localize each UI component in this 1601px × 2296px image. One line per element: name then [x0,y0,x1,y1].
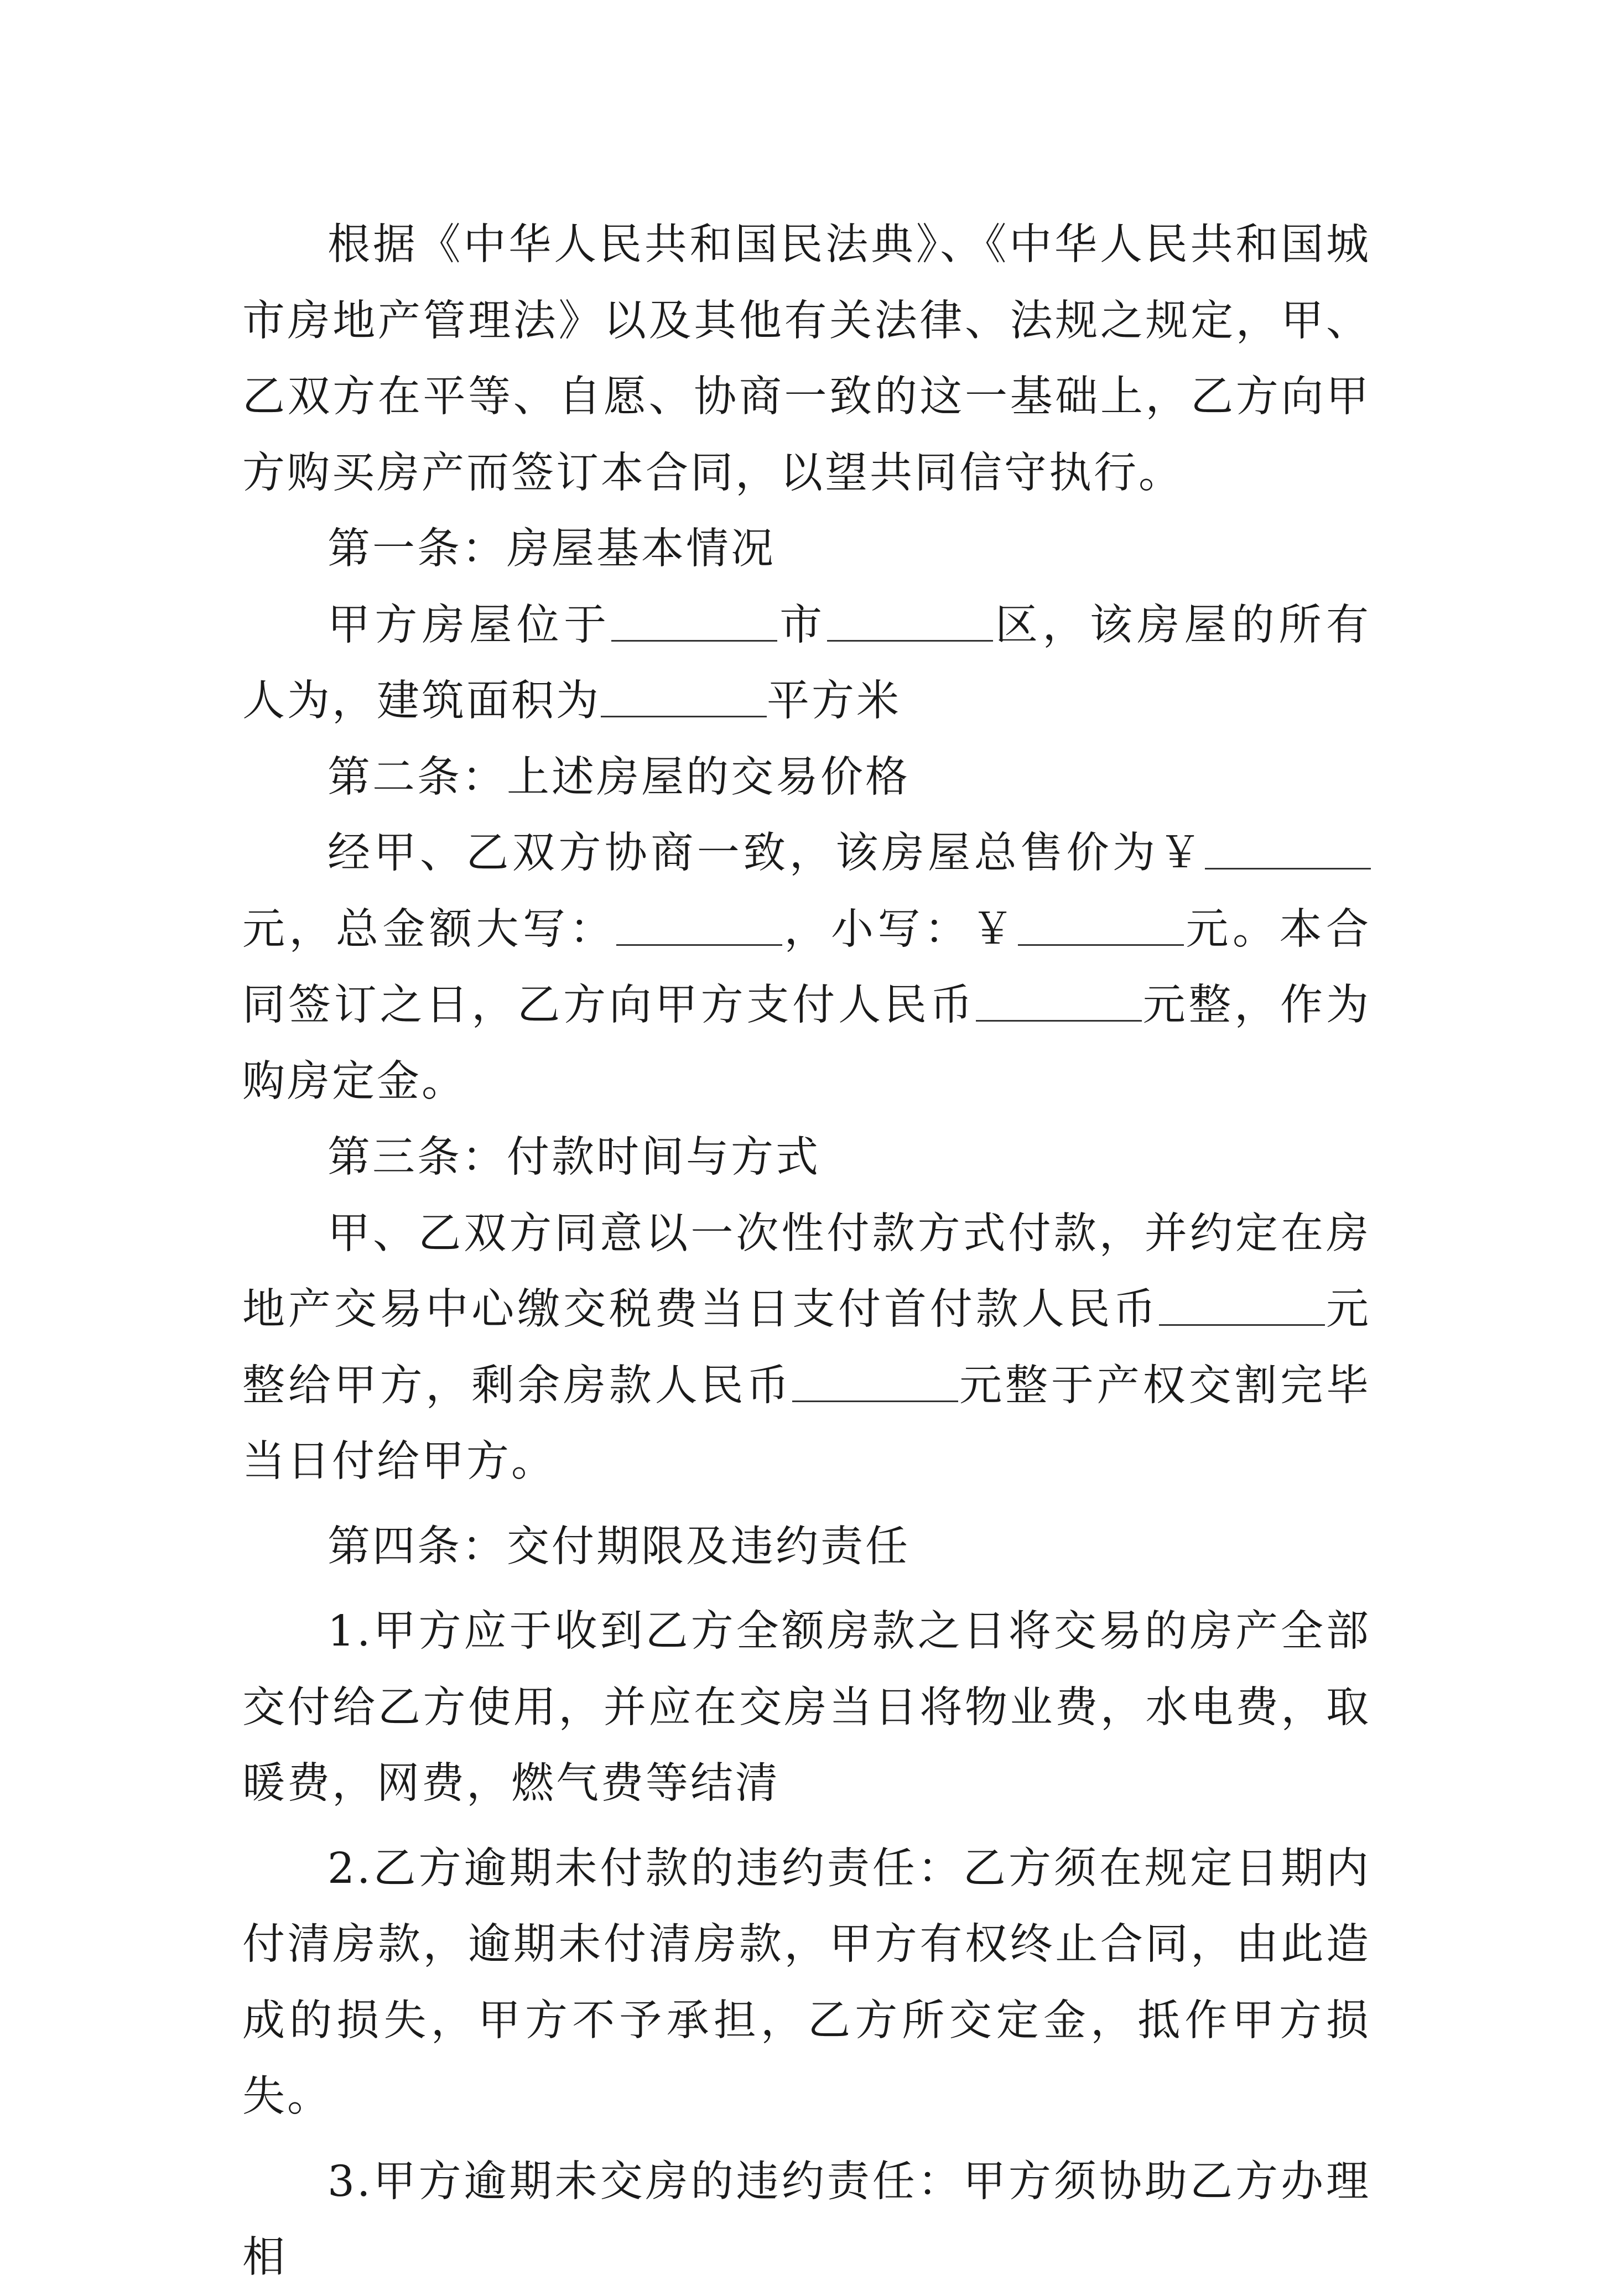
article-2-text-2: 元，总金额大写： [242,904,616,954]
blank-area[interactable] [601,680,767,717]
article-1-title: 第一条：房屋基本情况 [328,524,776,574]
article-3-text-1: 甲、乙双方同意以一次性付款方式付款，并约定在房地产交易中心缴交税费当日支付首付款人民币 [242,1209,1371,1334]
blank-remaining-payment[interactable] [792,1365,958,1402]
article-4-title: 第四条：交付期限及违约责任 [328,1522,910,1571]
article-4-item-3: 3.甲方逾期未交房的违约责任：甲方须协助乙方办理相 [242,2157,1371,2282]
article-3-paragraph [242,1196,1371,1500]
blank-amount-figures[interactable] [1018,909,1184,946]
blank-down-payment[interactable] [1159,1289,1325,1326]
article-1-text-4: 平方米 [767,676,901,726]
article-3-text-2: 元整给甲方，剩余房款人民币 [242,1285,1371,1410]
preamble-paragraph: 根据《中华人民共和国民法典》、《中华人民共和国城市房地产管理法》以及其他有关法律、法规之规定，甲、乙双方在平等、自愿、协商一致的这一基础上，乙方向甲方购买房产而签订本合同，以望共同信守执行。 [242,220,1371,498]
article-2-text-4: 元。本合同签订之日，乙方向甲方支付人民币 [242,904,1371,1030]
article-1-text-3: 区，该房屋的所有人为，建筑面积为 [242,600,1371,726]
blank-deposit[interactable] [976,985,1142,1022]
blank-total-price[interactable] [1205,832,1371,870]
article-4-item-1: 1.甲方应于收到乙方全额房款之日将交易的房产全部交付给乙方使用，并应在交房当日将物业费，水电费，取暖费，网费，燃气费等结清 [242,1607,1371,1808]
article-2-text-5: 元整，作为购房定金。 [242,981,1371,1106]
blank-amount-words[interactable] [616,909,782,946]
article-2-title: 第二条：上述房屋的交易价格 [328,752,910,802]
article-2-paragraph [242,815,1371,1120]
article-2-text-1: 经甲、乙双方协商一致，该房屋总售价为￥ [328,829,1205,878]
article-3-title: 第三条：付款时间与方式 [328,1133,820,1182]
contract-body [242,207,1371,2296]
article-3-text-3: 元整于产权交割完毕当日付给甲方。 [242,1361,1371,1486]
article-2-text-3: ，小写：￥ [782,904,1018,954]
blank-district[interactable] [827,605,993,642]
blank-city[interactable] [611,605,777,642]
article-4-item-2: 2.乙方逾期未付款的违约责任：乙方须在规定日期内付清房款，逾期未付清房款，甲方有权终止合同，由此造成的损失，甲方不予承担，乙方所交定金，抵作甲方损失。 [242,1844,1371,2121]
article-1-text-1: 甲方房屋位于 [328,600,611,650]
article-1-paragraph [242,587,1371,740]
article-1-text-2: 市 [777,600,827,650]
